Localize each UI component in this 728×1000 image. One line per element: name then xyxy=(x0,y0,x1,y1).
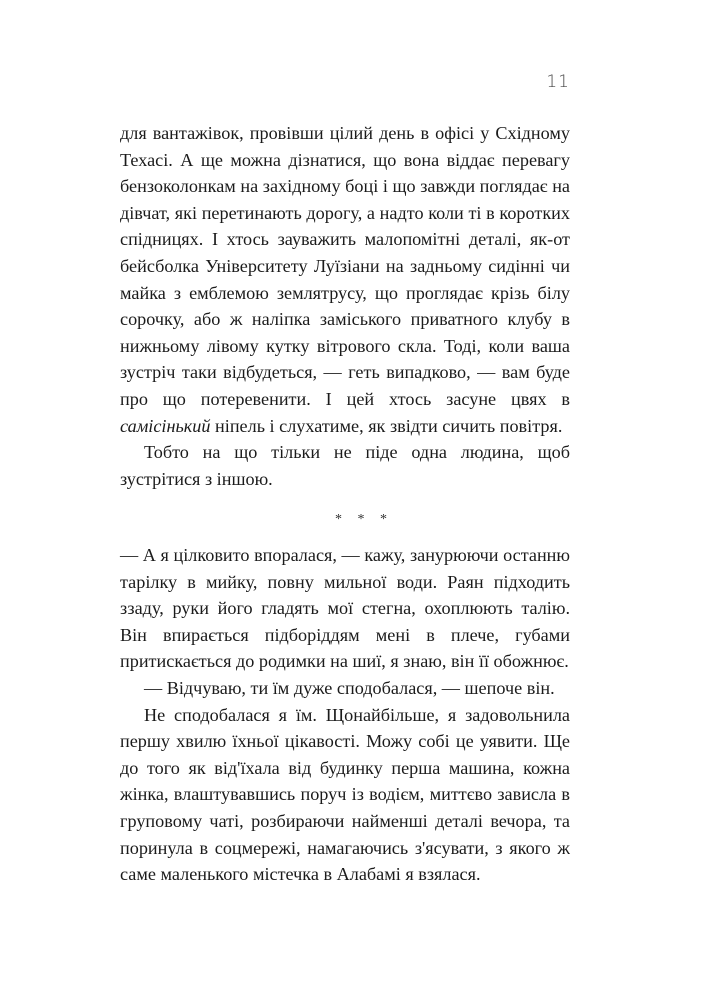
paragraph: Не сподобалася я їм. Щонайбільше, я задовольнила першу хвилю їхньої цікавості. Можу собі це уявити. Ще до того як від'їхала від будинку перша машина, кожна жінка, влаштувавшись поруч із водієм, миттєво зависла в груповому чаті, розбираючи найменші деталі вечора, та поринула в соцмережі, намагаючись з'ясувати, з якого ж саме маленького містечка в Алабамі я взялася. xyxy=(120,704,570,885)
paragraph: Тобто на що тільки не піде одна людина, щоб зустрітися з іншою. xyxy=(120,442,570,489)
paragraph-text: для вантажівок, провівши цілий день в офісі у Східному Техасі. А ще можна дізнатися, що вона віддає перевагу бензоколонкам на західному боці і що завжди поглядає на дівчат, які перетинають дорогу, а надто коли ті в коротких спідницях. І хтось зауважить малопомітні деталі, як-от бейсболка Університету Луїзіани на задньому сидінні чи майка з емблемою землятрусу, що проглядає крізь білу сорочку, або ж наліпка заміського приватного клубу в нижньому лівому кутку вітрового скла. Тоді, коли ваша зустріч таки відбудеться, — геть випадково, — вам буде про що потеревенити. І цей хтось засуне цвях в xyxy=(120,123,570,409)
paragraph-text: ніпель і слухатиме, як звідти сичить повітря. xyxy=(210,415,563,436)
section-separator: * * * xyxy=(335,512,393,527)
page-number: 11 xyxy=(546,72,570,92)
paragraph: — Відчуваю, ти їм дуже сподобалася, — шепоче він. xyxy=(144,677,555,698)
paragraph: — А я цілковито впоралася, — кажу, занурюючи останню тарілку в мийку, повну мильної води. Раян підходить ззаду, руки його гладять мої стегна, охоплюють талію. Він впирається підборіддям мені в плече, губами притискається до родимки на шиї, я знаю, він її обожнює. xyxy=(120,545,570,672)
paragraph xyxy=(120,120,570,439)
text-section-1 xyxy=(120,120,570,492)
emphasis-text: самісінький xyxy=(120,415,211,436)
text-section-2 xyxy=(120,542,570,888)
